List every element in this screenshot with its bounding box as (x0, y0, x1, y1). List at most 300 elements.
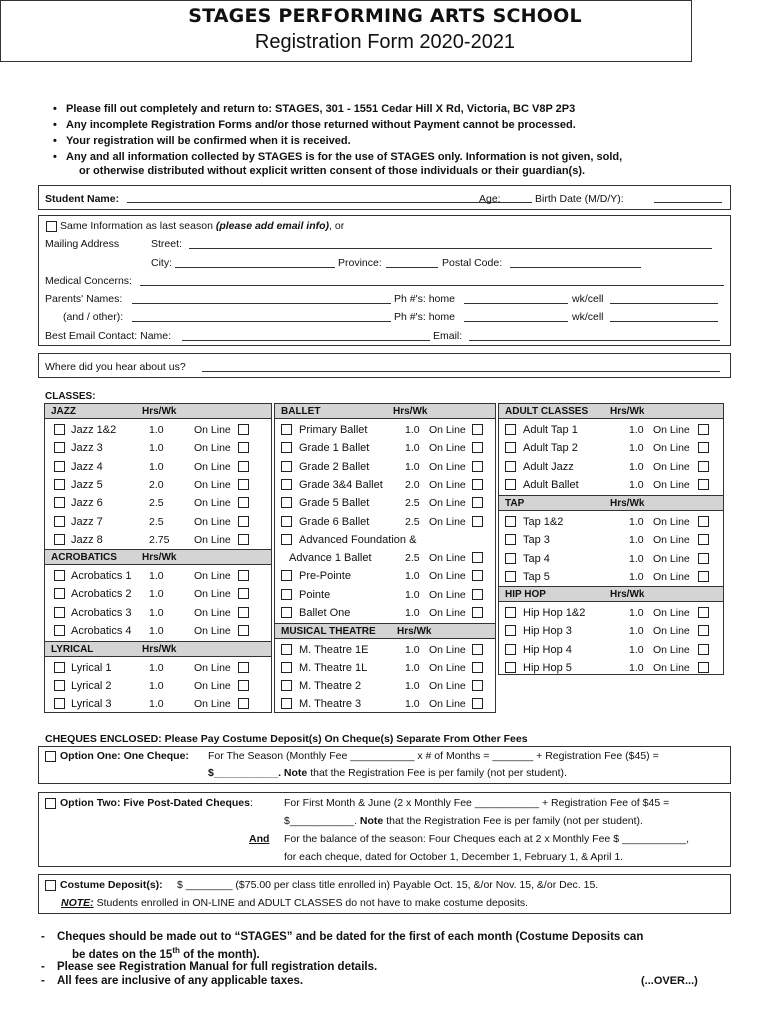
online-checkbox[interactable] (472, 552, 483, 563)
city-field[interactable] (175, 267, 335, 268)
adult-class-checkbox[interactable] (505, 479, 516, 490)
age-label: Age: (479, 193, 501, 205)
online-checkbox[interactable] (472, 698, 483, 709)
ballet-class-checkbox[interactable] (281, 516, 292, 527)
online-label: On Line (429, 497, 466, 510)
acro-row (45, 604, 271, 622)
ballet-class-hrs: 1.0 (405, 588, 420, 601)
lyrical-class-name: Lyrical 2 (71, 680, 112, 692)
online-checkbox[interactable] (238, 497, 249, 508)
option-one-text: For The Season (Monthly Fee ___________ x # of Months = _______ + Registration Fee ($45) = (208, 750, 659, 762)
lyrical-class-checkbox[interactable] (54, 698, 65, 709)
online-checkbox[interactable] (238, 662, 249, 673)
ballet-row (275, 513, 495, 531)
jazz-row (45, 513, 271, 531)
ballet-class-checkbox[interactable] (281, 589, 292, 600)
acro-row (45, 622, 271, 640)
musical-theatre-class-name: M. Theatre 3 (299, 698, 362, 710)
online-label: On Line (194, 442, 231, 455)
hip-hop-class-checkbox[interactable] (505, 644, 516, 655)
option-two-box (38, 792, 731, 867)
online-label: On Line (653, 478, 690, 491)
lyrical-class-name: Lyrical 3 (71, 698, 112, 710)
ballet-class-checkbox[interactable] (281, 442, 292, 453)
online-label: On Line (194, 662, 231, 674)
online-label: On Line (194, 588, 231, 601)
ballet-class-hrs: 1.0 (405, 442, 420, 455)
tap-class-hrs: 1.0 (629, 570, 644, 583)
musical-theatre-row (275, 677, 495, 695)
online-checkbox[interactable] (472, 497, 483, 508)
ballet-class-checkbox[interactable] (281, 534, 292, 545)
tap-class-checkbox[interactable] (505, 516, 516, 527)
online-label: On Line (653, 625, 690, 638)
online-label: On Line (429, 644, 466, 656)
online-label: On Line (653, 424, 690, 436)
lyrical-class-hrs: 1.0 (149, 680, 164, 692)
contact-box (38, 215, 731, 346)
musical-theatre-class-checkbox[interactable] (281, 644, 292, 655)
musical-theatre-class-name: M. Theatre 1E (299, 644, 369, 656)
option-two-colon: : (249, 797, 253, 809)
ballet-row (275, 494, 495, 512)
lyrical-class-hrs: 1.0 (149, 662, 164, 674)
classes-title: CLASSES: (45, 391, 96, 402)
tap-row (499, 550, 723, 568)
medical-field[interactable] (140, 285, 724, 286)
online-checkbox[interactable] (238, 516, 249, 527)
acro-class-name: Acrobatics 4 (71, 624, 132, 637)
online-label: On Line (429, 588, 466, 601)
jazz-class-name: Jazz 7 (71, 515, 103, 528)
acro-row (45, 585, 271, 603)
ballet-class-name: Advance 1 Ballet (289, 552, 372, 565)
ballet-class-name: Grade 3&4 Ballet (299, 478, 383, 491)
ph-home-field[interactable] (464, 303, 568, 304)
jazz-class-name: Jazz 6 (71, 497, 103, 510)
lyrical-class-name: Lyrical 1 (71, 662, 112, 674)
jazz-row (45, 458, 271, 476)
costume-box (38, 874, 731, 914)
online-checkbox[interactable] (238, 698, 249, 709)
acro-header (45, 549, 271, 565)
adult-class-hrs: 1.0 (629, 424, 644, 436)
lyrical-row (45, 659, 271, 677)
jazz-class-hrs: 1.0 (149, 442, 164, 455)
adult-class-checkbox[interactable] (505, 442, 516, 453)
medical-label: Medical Concerns: (45, 275, 132, 287)
classes-col-3 (498, 403, 724, 675)
lyrical-class-checkbox[interactable] (54, 680, 65, 691)
online-label: On Line (653, 552, 690, 565)
option-one-note-text: that the Registration Fee is per family (not per student). (310, 767, 567, 779)
ballet-class-hrs: 2.0 (405, 478, 420, 491)
same-info-note: (please add email info) (215, 220, 330, 232)
wkcell-field-2[interactable] (610, 321, 718, 322)
musical-theatre-class-checkbox[interactable] (281, 662, 292, 673)
ballet-class-name: Grade 1 Ballet (299, 442, 370, 455)
instruction-3: • Your registration will be confirmed when it is received. (66, 135, 351, 147)
online-checkbox[interactable] (238, 570, 249, 581)
acro-class-checkbox[interactable] (54, 625, 65, 636)
ballet-class-hrs: 2.5 (405, 552, 420, 565)
online-label: On Line (194, 460, 231, 473)
same-info-checkbox[interactable] (46, 221, 57, 232)
musical-theatre-row (275, 641, 495, 659)
jazz-class-name: Jazz 5 (71, 478, 103, 491)
ballet-class-hrs: 2.5 (405, 497, 420, 510)
jazz-title: JAZZ (51, 406, 76, 417)
ballet-class-name: Primary Ballet (299, 424, 368, 436)
online-checkbox[interactable] (698, 461, 709, 472)
online-label: On Line (653, 442, 690, 455)
ballet-class-name: Pre-Pointe (299, 570, 351, 583)
online-label: On Line (653, 607, 690, 619)
option-two-note: Note (359, 815, 384, 827)
hip-hop-row (499, 622, 723, 640)
acro-class-checkbox[interactable] (54, 607, 65, 618)
online-checkbox[interactable] (472, 479, 483, 490)
acro-class-checkbox[interactable] (54, 588, 65, 599)
ballet-row (275, 439, 495, 457)
wkcell-field[interactable] (610, 303, 718, 304)
hip-hop-class-name: Hip Hop 1&2 (523, 607, 586, 619)
option-two-checkbox[interactable] (45, 798, 56, 809)
student-name-field[interactable] (127, 202, 512, 203)
tap-header (499, 495, 723, 511)
jazz-class-hrs: 2.5 (149, 515, 164, 528)
note-label: NOTE: (61, 897, 94, 909)
street-label: Street: (151, 238, 182, 250)
adult-row (499, 421, 723, 439)
postal-code-field[interactable] (510, 267, 641, 268)
jazz-class-checkbox[interactable] (54, 479, 65, 490)
tap-row (499, 513, 723, 531)
online-label: On Line (653, 534, 690, 547)
online-label: On Line (194, 515, 231, 528)
ballet-row (275, 458, 495, 476)
online-label: On Line (653, 661, 690, 674)
ballet-hrs-header: Hrs/Wk (393, 406, 428, 417)
online-checkbox[interactable] (472, 461, 483, 472)
footer-line-3: - Please see Registration Manual for full registration details. (57, 961, 377, 973)
costume-checkbox[interactable] (45, 880, 56, 891)
same-info-or: , or (329, 220, 345, 232)
jazz-row (45, 531, 271, 549)
footer-line-4: - All fees are inclusive of any applicable taxes. (57, 975, 303, 987)
hip-hop-class-checkbox[interactable] (505, 662, 516, 673)
online-label: On Line (429, 478, 466, 491)
and-label: And (249, 833, 270, 845)
online-label: On Line (194, 478, 231, 491)
online-checkbox[interactable] (698, 516, 709, 527)
and-other-label: (and / other): (63, 311, 124, 323)
option-two-note-text: that the Registration Fee is per family (not per student). (386, 815, 643, 827)
jazz-class-name: Jazz 8 (71, 533, 103, 546)
ballet-class-checkbox[interactable] (281, 497, 292, 508)
online-checkbox[interactable] (238, 680, 249, 691)
acro-class-name: Acrobatics 2 (71, 588, 132, 601)
option-two-text-4: for each cheque, dated for October 1, December 1, February 1, & April 1. (284, 851, 624, 863)
wkcell-label: wk/cell (572, 293, 604, 305)
online-checkbox[interactable] (238, 461, 249, 472)
jazz-class-checkbox[interactable] (54, 516, 65, 527)
costume-text: $ ________ ($75.00 per class title enrolled in) Payable Oct. 15, &/or Nov. 15, &/or Dec. 15. (177, 879, 599, 891)
ballet-class-hrs: 1.0 (405, 424, 420, 436)
option-two-text-3: For the balance of the season: Four Cheques each at 2 x Monthly Fee $ ___________, (284, 833, 690, 845)
jazz-class-hrs: 2.75 (149, 533, 170, 546)
online-checkbox[interactable] (238, 607, 249, 618)
adult-row (499, 458, 723, 476)
option-two-text-1: For First Month & June (2 x Monthly Fee ___________ + Registration Fee of $45 = (284, 797, 670, 809)
adult-class-name: Adult Jazz (523, 460, 574, 473)
instruction-4-cont: or otherwise distributed without explicit written consent of those individuals or their guardian(s). (79, 165, 586, 177)
option-one-label: Option One: One Cheque: (60, 750, 189, 762)
acro-class-checkbox[interactable] (54, 570, 65, 581)
email-label: Email: (433, 330, 463, 342)
form-title: Registration Form 2020-2021 (254, 31, 516, 53)
costume-label: Costume Deposit(s): (60, 879, 163, 891)
online-checkbox[interactable] (698, 553, 709, 564)
tap-class-checkbox[interactable] (505, 553, 516, 564)
ballet-class-hrs: 1.0 (405, 607, 420, 619)
jazz-class-checkbox[interactable] (54, 442, 65, 453)
online-label: On Line (429, 662, 466, 674)
lyrical-class-checkbox[interactable] (54, 662, 65, 673)
adult-title: ADULT CLASSES (505, 406, 589, 417)
online-label: On Line (429, 680, 466, 692)
ballet-class-checkbox[interactable] (281, 424, 292, 435)
ballet-row (275, 604, 495, 622)
hip-hop-class-checkbox[interactable] (505, 625, 516, 636)
online-checkbox[interactable] (472, 607, 483, 618)
adult-hrs-header: Hrs/Wk (610, 406, 645, 417)
online-checkbox[interactable] (238, 534, 249, 545)
online-label: On Line (429, 552, 466, 565)
hear-box (38, 353, 731, 378)
street-field[interactable] (189, 248, 712, 249)
adult-class-checkbox[interactable] (505, 424, 516, 435)
tap-class-hrs: 1.0 (629, 516, 644, 528)
mailing-address-label: Mailing Address (45, 238, 120, 250)
tap-class-hrs: 1.0 (629, 552, 644, 565)
musical-theatre-class-checkbox[interactable] (281, 680, 292, 691)
adult-header (499, 403, 723, 419)
ballet-class-checkbox[interactable] (281, 461, 292, 472)
footer-line-1: - Cheques should be made out to “STAGES” and be dated for the first of each month (Costume Deposits can (57, 931, 643, 943)
acro-class-hrs: 1.0 (149, 570, 164, 582)
online-checkbox[interactable] (472, 680, 483, 691)
online-checkbox[interactable] (472, 570, 483, 581)
ballet-class-name: Ballet One (299, 607, 351, 619)
email-name-field[interactable] (182, 340, 430, 341)
jazz-class-hrs: 1.0 (149, 424, 164, 436)
instruction-4: • Any and all information collected by STAGES is for the use of STAGES only. Information is not given, sold, (66, 151, 622, 163)
lyrical-title: LYRICAL (51, 644, 94, 655)
ballet-class-hrs: 2.5 (405, 515, 420, 528)
jazz-class-name: Jazz 1&2 (71, 424, 117, 436)
online-checkbox[interactable] (698, 534, 709, 545)
online-checkbox[interactable] (238, 424, 249, 435)
musical-theatre-row (275, 659, 495, 677)
province-label: Province: (338, 257, 382, 269)
tap-row (499, 531, 723, 549)
cheques-title: CHEQUES ENCLOSED: Please Pay Costume Deposit(s) On Cheque(s) Separate From Other Fees (45, 733, 528, 745)
email-name-label: Best Email Contact: Name: (45, 330, 172, 342)
online-label: On Line (194, 424, 231, 436)
birth-date-label: Birth Date (M/D/Y): (535, 193, 624, 205)
online-checkbox[interactable] (472, 424, 483, 435)
online-label: On Line (429, 698, 466, 710)
musical-theatre-row (275, 695, 495, 713)
musical-theatre-class-hrs: 1.0 (405, 698, 420, 710)
acro-class-hrs: 1.0 (149, 606, 164, 619)
adult-class-name: Adult Ballet (523, 478, 579, 491)
ballet-class-name: Grade 5 Ballet (299, 497, 370, 510)
online-checkbox[interactable] (238, 479, 249, 490)
musical-theatre-hrs-header: Hrs/Wk (397, 626, 432, 637)
classes-col-1 (44, 403, 272, 713)
adult-class-hrs: 1.0 (629, 478, 644, 491)
ballet-row (275, 421, 495, 439)
ballet-class-name: Advanced Foundation & (299, 533, 417, 546)
adult-class-name: Adult Tap 2 (523, 442, 578, 455)
note-text: Students enrolled in ON-LINE and ADULT CLASSES do not have to make costume deposits. (96, 897, 529, 909)
ballet-class-checkbox[interactable] (281, 479, 292, 490)
province-field[interactable] (386, 267, 438, 268)
instruction-2: • Any incomplete Registration Forms and/or those returned without Payment cannot be processed. (66, 119, 576, 131)
ph-home-label: Ph #'s: home (394, 293, 455, 305)
hip-hop-title: HIP HOP (505, 589, 546, 600)
online-checkbox[interactable] (698, 607, 709, 618)
adult-row (499, 439, 723, 457)
hip-hop-row (499, 604, 723, 622)
online-label: On Line (429, 607, 466, 619)
musical-theatre-class-hrs: 1.0 (405, 644, 420, 656)
wkcell-label-2: wk/cell (572, 311, 604, 323)
ballet-row (275, 531, 495, 549)
musical-theatre-title: MUSICAL THEATRE (281, 626, 376, 637)
ballet-header (275, 403, 495, 419)
ballet-class-checkbox[interactable] (281, 607, 292, 618)
lyrical-row (45, 677, 271, 695)
hear-field[interactable] (202, 371, 720, 372)
ballet-class-name: Grade 2 Ballet (299, 460, 370, 473)
musical-theatre-header (275, 623, 495, 639)
option-one-note: Note (283, 767, 308, 779)
online-checkbox[interactable] (238, 588, 249, 599)
ballet-row (275, 567, 495, 585)
online-checkbox[interactable] (238, 625, 249, 636)
online-checkbox[interactable] (238, 442, 249, 453)
hip-hop-class-hrs: 1.0 (629, 607, 644, 619)
jazz-class-hrs: 1.0 (149, 460, 164, 473)
ballet-class-name: Grade 6 Ballet (299, 515, 370, 528)
ballet-class-hrs: 1.0 (405, 570, 420, 583)
tap-class-checkbox[interactable] (505, 534, 516, 545)
ballet-row (275, 586, 495, 604)
other-parent-field[interactable] (132, 321, 391, 322)
online-checkbox[interactable] (698, 424, 709, 435)
footer-line-2a: be dates on the 15 (72, 948, 173, 961)
jazz-class-checkbox[interactable] (54, 534, 65, 545)
online-checkbox[interactable] (698, 442, 709, 453)
online-label: On Line (194, 570, 231, 582)
option-one-checkbox[interactable] (45, 751, 56, 762)
online-label: On Line (429, 515, 466, 528)
hip-hop-class-hrs: 1.0 (629, 661, 644, 674)
musical-theatre-class-checkbox[interactable] (281, 698, 292, 709)
hip-hop-class-hrs: 1.0 (629, 643, 644, 656)
ballet-title: BALLET (281, 406, 321, 417)
email-field[interactable] (469, 340, 720, 341)
jazz-class-checkbox[interactable] (54, 497, 65, 508)
online-checkbox[interactable] (472, 442, 483, 453)
online-checkbox[interactable] (472, 589, 483, 600)
instruction-1: • Please fill out completely and return to: STAGES, 301 - 1551 Cedar Hill X Rd, Victoria, BC V8P 2P3 (66, 103, 575, 115)
footer-line-2-sup: th (172, 946, 180, 955)
lyrical-class-hrs: 1.0 (149, 698, 164, 710)
parents-field[interactable] (132, 303, 391, 304)
jazz-class-checkbox[interactable] (54, 424, 65, 435)
online-checkbox[interactable] (698, 571, 709, 582)
adult-row (499, 476, 723, 494)
online-checkbox[interactable] (472, 516, 483, 527)
musical-theatre-class-hrs: 1.0 (405, 680, 420, 692)
online-label: On Line (429, 570, 466, 583)
jazz-class-hrs: 2.0 (149, 478, 164, 491)
tap-hrs-header: Hrs/Wk (610, 498, 645, 509)
online-checkbox[interactable] (472, 644, 483, 655)
classes-col-2 (274, 403, 496, 713)
acro-class-hrs: 1.0 (149, 588, 164, 601)
ph-home-field-2[interactable] (464, 321, 568, 322)
tap-row (499, 568, 723, 586)
online-checkbox[interactable] (472, 662, 483, 673)
tap-class-checkbox[interactable] (505, 571, 516, 582)
jazz-row (45, 439, 271, 457)
adult-class-checkbox[interactable] (505, 461, 516, 472)
online-label: On Line (429, 442, 466, 455)
hip-hop-class-hrs: 1.0 (629, 625, 644, 638)
online-checkbox[interactable] (698, 479, 709, 490)
hip-hop-class-name: Hip Hop 4 (523, 643, 572, 656)
ballet-row (275, 549, 495, 567)
jazz-class-checkbox[interactable] (54, 461, 65, 472)
online-checkbox[interactable] (698, 644, 709, 655)
birth-date-field[interactable] (654, 202, 722, 203)
hip-hop-class-checkbox[interactable] (505, 607, 516, 618)
tap-class-name: Tap 1&2 (523, 516, 564, 528)
online-checkbox[interactable] (698, 625, 709, 636)
option-one-amount: $___________. (208, 767, 281, 779)
ballet-class-checkbox[interactable] (281, 570, 292, 581)
age-field[interactable] (505, 202, 532, 203)
online-label: On Line (194, 698, 231, 710)
acro-class-hrs: 1.0 (149, 624, 164, 637)
online-checkbox[interactable] (698, 662, 709, 673)
option-two-label: Option Two: Five Post-Dated Cheques (60, 797, 250, 809)
hear-label: Where did you hear about us? (45, 361, 186, 373)
hip-hop-row (499, 659, 723, 677)
jazz-row (45, 494, 271, 512)
tap-class-hrs: 1.0 (629, 534, 644, 547)
adult-class-hrs: 1.0 (629, 442, 644, 455)
online-label: On Line (194, 497, 231, 510)
footer-line-2b: of the month). (179, 948, 260, 961)
adult-class-hrs: 1.0 (629, 460, 644, 473)
school-name: STAGES PERFORMING ARTS SCHOOL (188, 5, 582, 27)
